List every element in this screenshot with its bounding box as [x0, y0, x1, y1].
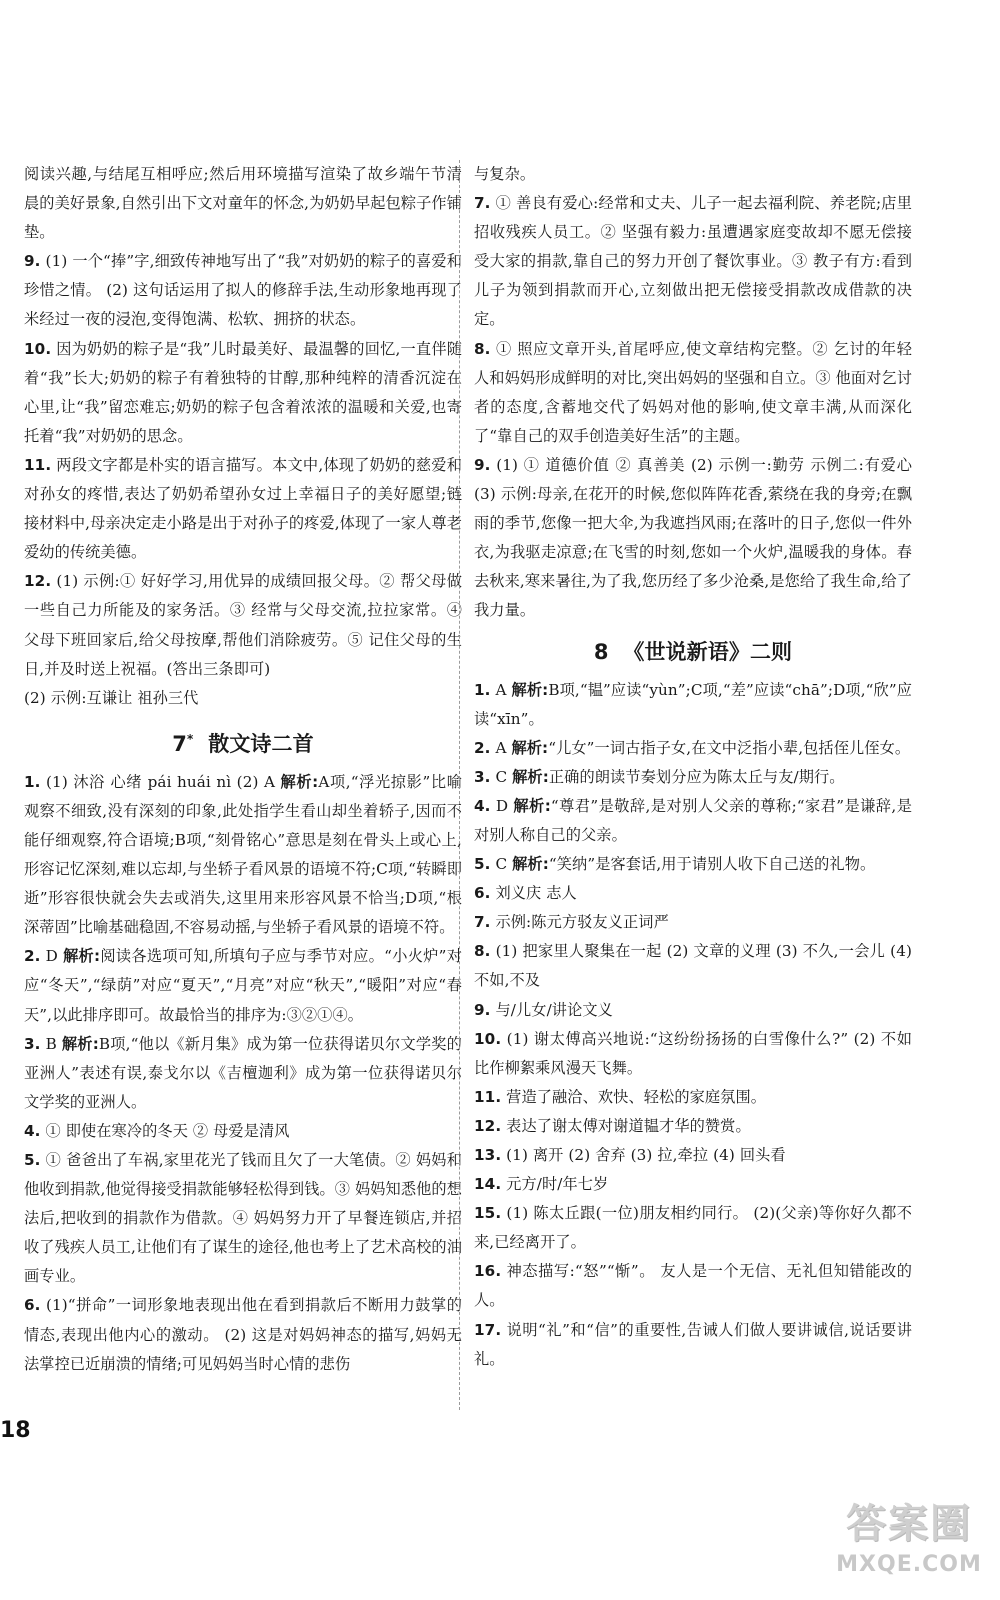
item-text: (2) 示例:互谦让 祖孙三代 [24, 688, 199, 707]
item-answer: (1) 陈太丘跟(一位)朋友相约同行。 (2)(父亲)等你好久都不来,已经离开了。 [474, 1204, 912, 1252]
item-answer: D [45, 947, 64, 966]
answer-item [474, 850, 912, 879]
item-number: 9. [474, 1000, 491, 1019]
section-mark: * [187, 731, 194, 746]
item-number: 11. [474, 1087, 502, 1106]
answer-item [24, 684, 462, 713]
item-number: 7. [474, 913, 491, 932]
item-answer: A [495, 738, 512, 757]
answer-item [474, 1170, 912, 1199]
item-number: 8. [474, 942, 491, 961]
item-answer: (1) 谢太傅高兴地说:“这纷纷扬扬的白雪像什么?” (2) 不如比作柳絮乘风漫天飞舞。 [474, 1029, 912, 1077]
answer-item [474, 676, 912, 734]
item-text: ① 善良有爱心:经常和丈夫、儿子一起去福利院、养老院;店里招收残疾人员工。② 坚强有毅力:虽遭遇家庭变故却不愿无偿接受大家的捐款,靠自己的努力开创了餐饮事业。③ 教子有方:看到儿子为领到捐款而开心,立刻做出把无偿接受捐款改成借款的决定。 [474, 194, 912, 329]
item-text: B项,“他以《新月集》成为第一位获得诺贝尔文学奖的亚洲人”表述有误,泰戈尔以《吉檀迦利》成为第一位获得诺贝尔文学奖的亚洲人。 [24, 1034, 462, 1111]
item-text: ① 照应文章开头,首尾呼应,使文章结构完整。② 乞讨的年轻人和妈妈形成鲜明的对比,突出妈妈的坚强和自立。③ 他面对乞讨者的态度,含蓄地交代了妈妈对他的影响,使文章丰满,从而深化了“靠自己的双手创造美好生活”的主题。 [474, 339, 912, 445]
item-number: 4. [474, 796, 491, 815]
item-number: 12. [24, 572, 52, 591]
item-answer: 与/儿女/讲论文义 [495, 1000, 613, 1019]
item-text: B项,“韫”应读“yùn”;C项,“差”应读“chā”;D项,“欣”应读“xīn”。 [474, 680, 913, 728]
answer-item [474, 734, 912, 763]
section-heading-7 [24, 719, 462, 764]
item-number: 6. [474, 884, 491, 903]
item-answer: 元方/时/年七岁 [506, 1175, 609, 1194]
continued-paragraph [474, 160, 912, 189]
item-text: ① 爸爸出了车祸,家里花光了钱而且欠了一大笔债。② 妈妈和他收到捐款,他觉得接受捐款能够轻松得到钱。③ 妈妈知悉他的想法后,把收到的捐款作为借款。④ 妈妈努力开了早餐连锁店,并招收了残疾人员工,让他们有了谋生的途径,他也考上了艺术高校的油画专业。 [24, 1151, 462, 1286]
item-answer: C [495, 855, 513, 874]
answer-item [24, 247, 462, 334]
answer-item [24, 567, 462, 683]
item-number: 15. [474, 1204, 502, 1223]
item-answer: (1) 离开 (2) 舍弃 (3) 拉,牵拉 (4) 回头看 [506, 1146, 786, 1164]
analysis-label: 解析: [512, 855, 549, 874]
answer-item [24, 451, 462, 567]
item-answer: B [45, 1034, 62, 1053]
column-divider [459, 160, 460, 1410]
section-number: 8 [593, 639, 609, 664]
item-answer: 刘义庆 志人 [495, 884, 577, 903]
answer-item [24, 1291, 462, 1378]
item-number: 12. [474, 1116, 502, 1135]
answer-item [24, 942, 462, 1029]
item-number: 11. [24, 455, 52, 474]
item-text: “儿女”一词古指子女,在文中泛指小辈,包括侄儿侄女。 [548, 738, 911, 757]
analysis-label: 解析: [63, 947, 101, 966]
item-text: 两段文字都是朴实的语言描写。本文中,体现了奶奶的慈爱和对孙女的疼惜,表达了奶奶希望孙女过上幸福日子的美好愿望;链接材料中,母亲决定走小路是出于对孙子的疼爱,体现了一家人尊老爱幼的传统美德。 [24, 455, 462, 562]
item-number: 1. [474, 680, 491, 699]
watermark-logo [834, 1498, 984, 1590]
item-number: 1. [24, 772, 41, 791]
answer-item [474, 1141, 912, 1170]
item-text: “尊君”是敬辞,是对别人父亲的尊称;“家君”是谦辞,是对别人称自己的父亲。 [474, 796, 913, 844]
paragraph-text: 阅读兴趣,与结尾互相呼应;然后用环境描写渲染了故乡端午节清晨的美好景象,自然引出下文对童年的怀念,为奶奶早起包粽子作铺垫。 [24, 165, 462, 242]
item-answer: 示例:陈元方驳友义正词严 [495, 913, 669, 932]
item-number: 4. [24, 1121, 41, 1140]
item-text: (1)“拼命”一词形象地表现出他在看到捐款后不断用力鼓掌的情态,表现出他内心的激动。 (2) 这是对妈妈神态的描写,妈妈无法掌控已近崩溃的情绪;可见妈妈当时心情的悲伤 [24, 1296, 462, 1373]
answer-item [24, 768, 462, 943]
answer-item [474, 1316, 912, 1374]
right-column [474, 160, 912, 1374]
item-text: “笑纳”是客套话,用于请别人收下自己送的礼物。 [548, 855, 876, 874]
item-number: 8. [474, 339, 491, 358]
item-text: 因为奶奶的粽子是“我”儿时最美好、最温馨的回忆,一直伴随着“我”长大;奶奶的粽子有着独特的甘醇,那种纯粹的清香沉淀在心里,让“我”留恋难忘;奶奶的粽子包含着浓浓的温暖和关爱,也寄托着“我”对奶奶的思念。 [24, 339, 463, 445]
item-answer: A [495, 680, 512, 699]
section-title: 《世说新语》二则 [623, 639, 793, 664]
item-number: 10. [474, 1029, 502, 1048]
answer-item [474, 908, 912, 937]
item-number: 17. [474, 1320, 502, 1339]
item-number: 2. [474, 738, 491, 757]
item-text: A项,“浮光掠影”比喻观察不细致,没有深刻的印象,此处指学生看山却坐着轿子,因而不能仔细观察,符合语境;B项,“刻骨铭心”意思是刻在骨头上或心上,形容记忆深刻,难以忘却,与坐轿子看风景的语境不符;C项,“转瞬即逝”形容很快就会失去或消失,这里用来形容风景不恰当;D项,“根深蒂固”比喻基础稳固,不容易动摇,与坐轿子看风景的语境不符。 [24, 772, 462, 937]
answer-item [24, 335, 462, 451]
item-number: 5. [474, 855, 491, 874]
item-answer: (1) 把家里人聚集在一起 (2) 文章的义理 (3) 不久,一会儿 (4) 不如,不及 [474, 942, 912, 990]
answer-item [474, 1025, 912, 1083]
left-column [24, 160, 462, 1379]
item-answer: 表达了谢太傅对谢道韫才华的赞赏。 [506, 1116, 751, 1135]
item-number: 5. [24, 1151, 41, 1169]
item-answer: 说明“礼”和“信”的重要性,告诫人们做人要讲诚信,说话要讲礼。 [474, 1320, 912, 1368]
answer-item [474, 1257, 912, 1315]
answer-item [474, 1112, 912, 1141]
page-number: 18 [0, 1418, 31, 1443]
item-number: 9. [474, 455, 491, 474]
item-text: 正确的朗读节奏划分应为陈太丘与友/期行。 [548, 767, 845, 786]
item-answer: 神态描写:“怒”“惭”。 友人是一个无信、无礼但知错能改的人。 [474, 1262, 912, 1310]
watermark-url: MXQE.COM [836, 1552, 982, 1577]
item-text: (1) 一个“捧”字,细致传神地写出了“我”对奶奶的粽子的喜爱和珍惜之情。 (2) 这句话运用了拟人的修辞手法,生动形象地再现了米经过一夜的浸泡,变得饱满、松软、拥挤的状态。 [24, 252, 462, 329]
item-answer: D [495, 796, 514, 815]
answer-item [474, 763, 912, 792]
item-number: 3. [24, 1034, 41, 1053]
section-heading-8 [474, 632, 912, 672]
analysis-label: 解析: [512, 767, 549, 786]
watermark-logo-text: 答案圈 [846, 1501, 972, 1547]
item-text: (1) ① 道德价值 ② 真善美 (2) 示例一:勤劳 示例二:有爱心 (3) 示例:母亲,在花开的时候,您似阵阵花香,萦绕在我的身旁;在飘雨的季节,您像一把大伞,为我遮挡风雨;在落叶的日子,您似一件外衣,为我驱走凉意;在飞雪的时刻,您如一个火炉,温暖我的身体。春去秋来,寒来暑往,为了我,您历经了多少沧桑,是您给了我生命,给了我力量。 [474, 455, 912, 620]
answer-item [24, 1030, 462, 1117]
item-number: 2. [24, 947, 41, 966]
answer-item [474, 937, 912, 995]
item-text: (1) 示例:① 好好学习,用优异的成绩回报父母。② 帮父母做一些自己力所能及的家务活。③ 经常与父母交流,拉拉家常。④ 父母下班回家后,给父母按摩,帮他们消除疲劳。⑤ 记住父母的生日,并及时送上祝福。(答出三条即可) [24, 572, 462, 678]
item-answer: 营造了融洽、欢快、轻松的家庭氛围。 [506, 1087, 767, 1106]
answer-item [474, 792, 912, 850]
analysis-label: 解析: [61, 1034, 99, 1053]
item-number: 10. [24, 339, 52, 358]
answer-item [474, 189, 912, 334]
item-text: 阅读各选项可知,所填句子应与季节对应。“小火炉”对应“冬天”,“绿荫”对应“夏天”,“月亮”对应“秋天”,“暖阳”对应“春天”,以此排序即可。故最恰当的排序为:③②①④。 [24, 947, 462, 1024]
answer-item [474, 1199, 912, 1257]
answer-item [474, 1083, 912, 1112]
answer-item [24, 1117, 462, 1146]
answer-item [474, 879, 912, 908]
answer-item [474, 996, 912, 1025]
continued-paragraph [24, 160, 462, 247]
item-number: 13. [474, 1146, 502, 1164]
item-answer: C [495, 767, 513, 786]
answer-item [474, 451, 912, 626]
item-number: 9. [24, 252, 41, 271]
answer-item [24, 1146, 462, 1291]
item-number: 7. [474, 194, 491, 213]
item-answer: (1) 沐浴 心绪 pái huái nì (2) A [46, 772, 281, 791]
answer-item [474, 335, 912, 451]
item-number: 6. [24, 1296, 41, 1315]
section-title: 散文诗二首 [208, 731, 314, 756]
analysis-label: 解析: [280, 772, 319, 791]
item-number: 14. [474, 1175, 502, 1194]
paragraph-text: 与复杂。 [474, 165, 536, 183]
item-answer: ① 即使在寒冷的冬天 ② 母爱是清风 [45, 1121, 290, 1140]
item-number: 16. [474, 1262, 502, 1281]
section-number: 7 [172, 731, 187, 756]
item-number: 3. [474, 767, 491, 786]
analysis-label: 解析: [511, 738, 549, 757]
analysis-label: 解析: [513, 796, 551, 815]
analysis-label: 解析: [511, 680, 549, 699]
